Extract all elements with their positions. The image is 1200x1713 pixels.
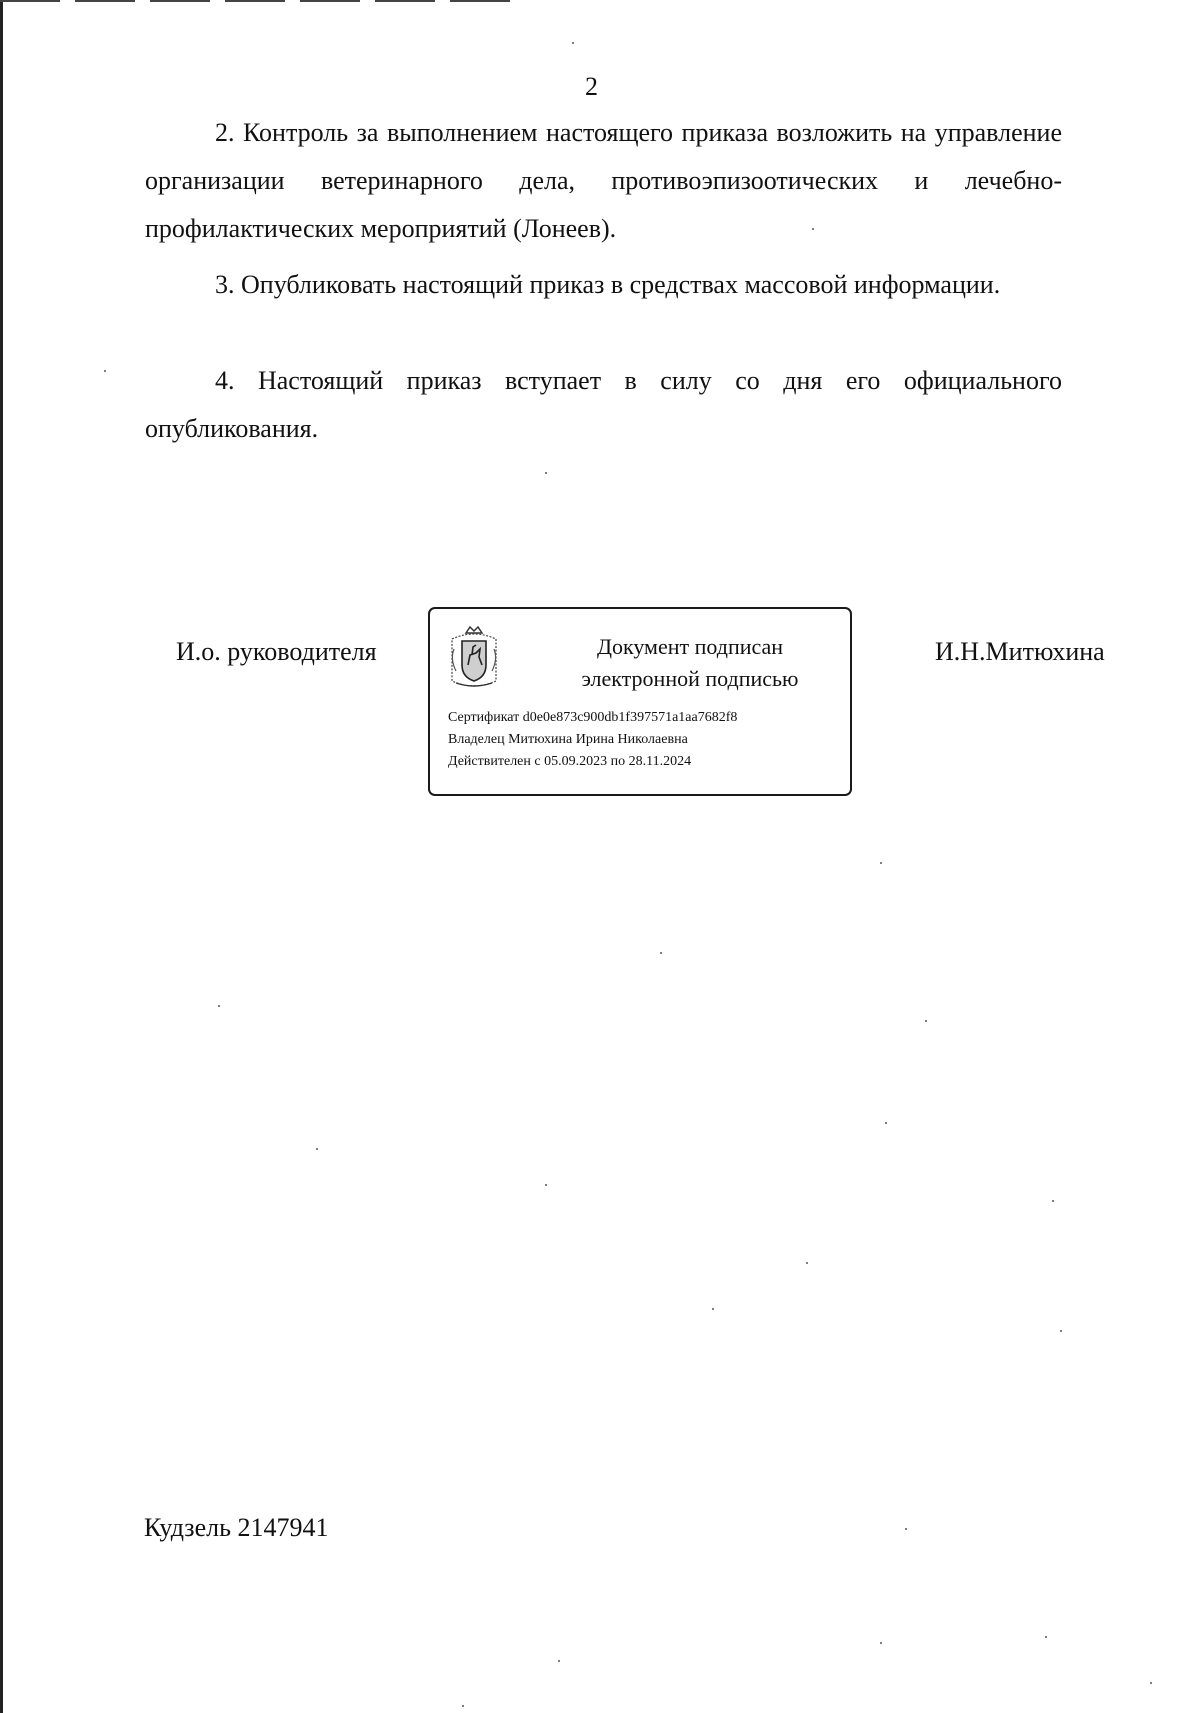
- scan-speck: [925, 1020, 927, 1022]
- paragraph-4: 4. Настоящий приказ вступает в силу со дня его официального опубликования.: [145, 366, 1062, 443]
- scan-speck: [218, 1005, 220, 1007]
- electronic-signature-stamp: [428, 607, 852, 796]
- scan-speck: [1150, 1682, 1152, 1684]
- stamp-owner: Владелец Митюхина Ирина Николаевна: [448, 732, 688, 747]
- stamp-header: [555, 631, 825, 695]
- scan-speck: [806, 1262, 808, 1264]
- signatory-name: И.Н.Митюхина: [935, 637, 1105, 666]
- scan-speck: [885, 1122, 887, 1124]
- scan-speck: [880, 862, 882, 864]
- scan-speck: [712, 1308, 714, 1310]
- scan-speck: [1052, 1200, 1054, 1202]
- signatory-title: И.о. руководителя: [176, 637, 377, 666]
- scan-speck: [905, 1528, 907, 1530]
- scan-speck: [316, 1148, 318, 1150]
- stamp-header-line2: электронной подписью: [581, 666, 799, 691]
- stamp-details: [448, 707, 737, 773]
- executor-info: Кудзель 2147941: [144, 1513, 329, 1542]
- scan-speck: [462, 1705, 464, 1707]
- coat-of-arms-icon: [446, 625, 502, 691]
- paragraph-2: 2. Контроль за выполнением настоящего приказа возложить на управление организации ветеринарного дела, противоэпизоотических и лечебно-профилактических мероприятий (Лонеев).: [145, 118, 1062, 243]
- scan-edge-top: [0, 0, 520, 2]
- stamp-header-line1: Документ подписан: [596, 634, 784, 659]
- scan-speck: [572, 42, 574, 44]
- paragraph-3: 3. Опубликовать настоящий приказ в средствах массовой информации.: [215, 270, 1001, 299]
- scan-speck: [1060, 1330, 1062, 1332]
- scan-speck: [545, 472, 547, 474]
- scan-edge-left: [0, 0, 3, 1713]
- scan-speck: [545, 1184, 547, 1186]
- scan-speck: [880, 1642, 882, 1644]
- page-number: 2: [585, 72, 598, 101]
- stamp-validity: Действителен с 05.09.2023 по 28.11.2024: [448, 754, 692, 769]
- scan-speck: [104, 370, 106, 372]
- stamp-certificate: Сертификат d0e0e873c900db1f397571a1aa7682f8: [448, 710, 738, 725]
- scan-speck: [660, 952, 662, 954]
- scan-speck: [1045, 1636, 1047, 1638]
- scan-speck: [558, 1660, 560, 1662]
